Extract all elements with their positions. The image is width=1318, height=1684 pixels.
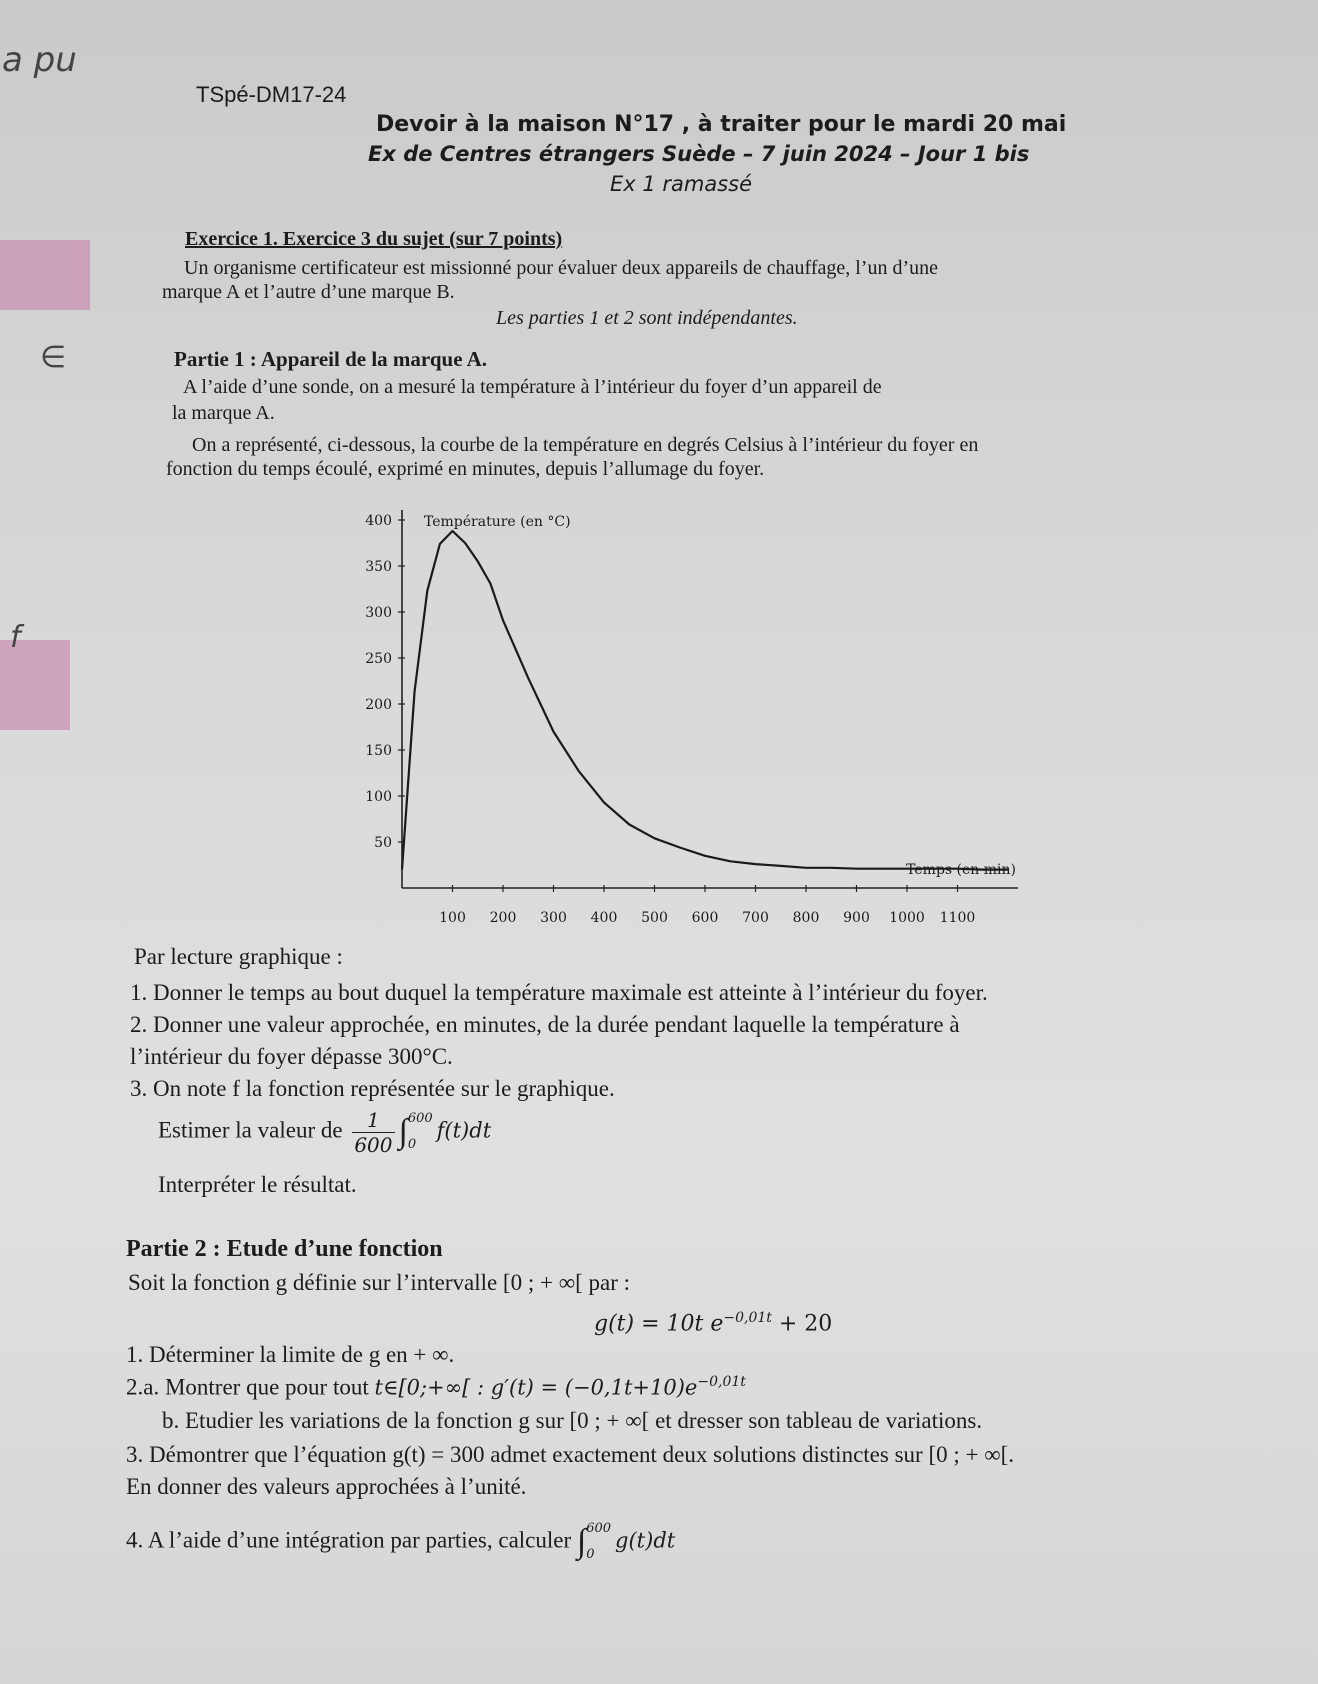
exercise-intro-1: Un organisme certificateur est missionné pour évaluer deux appareils de chauffage, l’un d’une bbox=[184, 257, 938, 279]
integral-sign: ∫ bbox=[398, 1113, 408, 1150]
x-tick-label: 100 bbox=[439, 910, 466, 926]
doc-code: TSpé-DM17-24 bbox=[196, 82, 347, 107]
y-tick-label: 100 bbox=[365, 789, 392, 805]
doc-note: Ex 1 ramassé bbox=[610, 172, 753, 196]
integral-lower: 0 bbox=[407, 1137, 417, 1152]
x-tick-label: 500 bbox=[641, 910, 668, 926]
x-tick-label: 800 bbox=[792, 910, 820, 926]
part1-q3-estimate bbox=[158, 1106, 491, 1158]
part1-q3-interpret: Interpréter le résultat. bbox=[158, 1172, 357, 1197]
integral-body: f(t)dt bbox=[436, 1118, 492, 1143]
part2-q2a bbox=[126, 1374, 746, 1401]
part1-q3-line1: 3. On note f la fonction représentée sur le graphique. bbox=[130, 1076, 615, 1101]
y-tick-label: 350 bbox=[365, 559, 392, 575]
q2a-text: 2.a. Montrer que pour tout bbox=[126, 1374, 375, 1400]
y-tick-label: 300 bbox=[365, 605, 392, 621]
g-formula-exp: −0,01t bbox=[723, 1310, 772, 1326]
g-formula bbox=[594, 1310, 832, 1336]
x-axis-label: Temps (en min) bbox=[906, 862, 1016, 878]
reading-label: Par lecture graphique : bbox=[134, 944, 343, 969]
part1-q1 bbox=[130, 980, 988, 1006]
part1-q1-text: 1. Donner le temps au bout duquel la température maximale est atteinte à l’intérieur du foyer. bbox=[130, 980, 988, 1005]
exercise-independent: Les parties 1 et 2 sont indépendantes. bbox=[496, 307, 798, 329]
q4-integral-sign: ∫ bbox=[576, 1523, 587, 1560]
part1-line-3: On a représenté, ci-dessous, la courbe de la température en degrés Celsius à l’intérieur du foyer en bbox=[192, 434, 979, 456]
x-tick-label: 1100 bbox=[939, 910, 976, 926]
part2-q3-line1: 3. Démontrer que l’équation g(t) = 300 admet exactement deux solutions distinctes sur [0 ; + ∞[. bbox=[126, 1442, 1015, 1467]
q4-integral-lower: 0 bbox=[586, 1547, 595, 1562]
x-tick-label: 300 bbox=[540, 910, 567, 926]
fraction-denominator: 600 bbox=[354, 1132, 393, 1157]
temperature-curve bbox=[402, 531, 1008, 870]
part1-heading: Partie 1 : Appareil de la marque A. bbox=[174, 347, 488, 371]
exercise-intro-2: marque A et l’autre d’une marque B. bbox=[162, 281, 455, 303]
x-tick-label: 900 bbox=[843, 910, 870, 926]
part1-line-4: fonction du temps écoulé, exprimé en minutes, depuis l’allumage du foyer. bbox=[166, 458, 765, 480]
y-tick-label: 250 bbox=[365, 651, 392, 667]
part2-intro: Soit la fonction g définie sur l’intervalle [0 ; + ∞[ par : bbox=[128, 1270, 631, 1295]
integral-upper: 600 bbox=[407, 1111, 433, 1126]
g-formula-end: + 20 bbox=[771, 1311, 833, 1337]
x-tick-label: 1000 bbox=[889, 910, 925, 926]
part1-line-1: A l’aide d’une sonde, on a mesuré la température à l’intérieur du foyer d’un appareil de bbox=[183, 376, 882, 398]
y-tick-label: 400 bbox=[365, 513, 392, 529]
y-axis-label: Température (en °C) bbox=[424, 514, 571, 530]
part2-q3-line2: En donner des valeurs approchées à l’unité. bbox=[126, 1474, 527, 1499]
part1-line-2: la marque A. bbox=[172, 402, 275, 424]
part2-q1: 1. Déterminer la limite de g en + ∞. bbox=[126, 1342, 455, 1367]
part2-q4 bbox=[126, 1516, 675, 1568]
q4-integral-bounds bbox=[586, 1516, 611, 1568]
estimate-label: Estimer la valeur de bbox=[158, 1117, 343, 1143]
y-tick-label: 50 bbox=[374, 835, 392, 851]
x-tick-label: 400 bbox=[590, 910, 618, 926]
temperature-chart bbox=[340, 486, 1040, 926]
q4-text: 4. A l’aide d’une intégration par parties, calculer bbox=[126, 1527, 572, 1553]
q4-integral-upper: 600 bbox=[586, 1521, 612, 1536]
fraction-numerator: 1 bbox=[352, 1108, 394, 1133]
q2a-math: t∈[0;+∞[ : g′(t) = (−0,1t+10)e bbox=[374, 1375, 698, 1400]
q4-integral-body: g(t)dt bbox=[615, 1528, 676, 1553]
x-tick-label: 600 bbox=[691, 910, 719, 926]
doc-title: Devoir à la maison N°17 , à traiter pour le mardi 20 mai bbox=[376, 112, 1067, 137]
x-tick-label: 700 bbox=[742, 910, 769, 926]
integral-bounds bbox=[408, 1106, 433, 1158]
handwritten-corner: a pu bbox=[2, 40, 77, 80]
margin-mark-e: ∈ bbox=[40, 340, 67, 375]
g-formula-base: g(t) = 10t e bbox=[594, 1311, 724, 1337]
part2-q2b: b. Etudier les variations de la fonction g sur [0 ; + ∞[ et dresser son tableau de variations. bbox=[162, 1408, 983, 1433]
part1-q2-line2: l’intérieur du foyer dépasse 300°C. bbox=[130, 1044, 453, 1069]
doc-subtitle: Ex de Centres étrangers Suède – 7 juin 2024 – Jour 1 bis bbox=[368, 142, 1030, 166]
exercise-heading: Exercice 1. Exercice 3 du sujet (sur 7 points) bbox=[185, 228, 563, 250]
x-tick-label: 200 bbox=[489, 910, 517, 926]
q2a-exp: −0,01t bbox=[697, 1374, 746, 1390]
y-tick-label: 150 bbox=[365, 743, 392, 759]
part2-heading: Partie 2 : Etude d’une fonction bbox=[126, 1236, 443, 1262]
part1-q2-line1: 2. Donner une valeur approchée, en minutes, de la durée pendant laquelle la température à bbox=[130, 1012, 960, 1037]
fraction bbox=[352, 1108, 394, 1157]
margin-highlight-top bbox=[0, 240, 90, 310]
y-tick-label: 200 bbox=[365, 697, 392, 713]
margin-mark-f: f bbox=[10, 620, 21, 655]
